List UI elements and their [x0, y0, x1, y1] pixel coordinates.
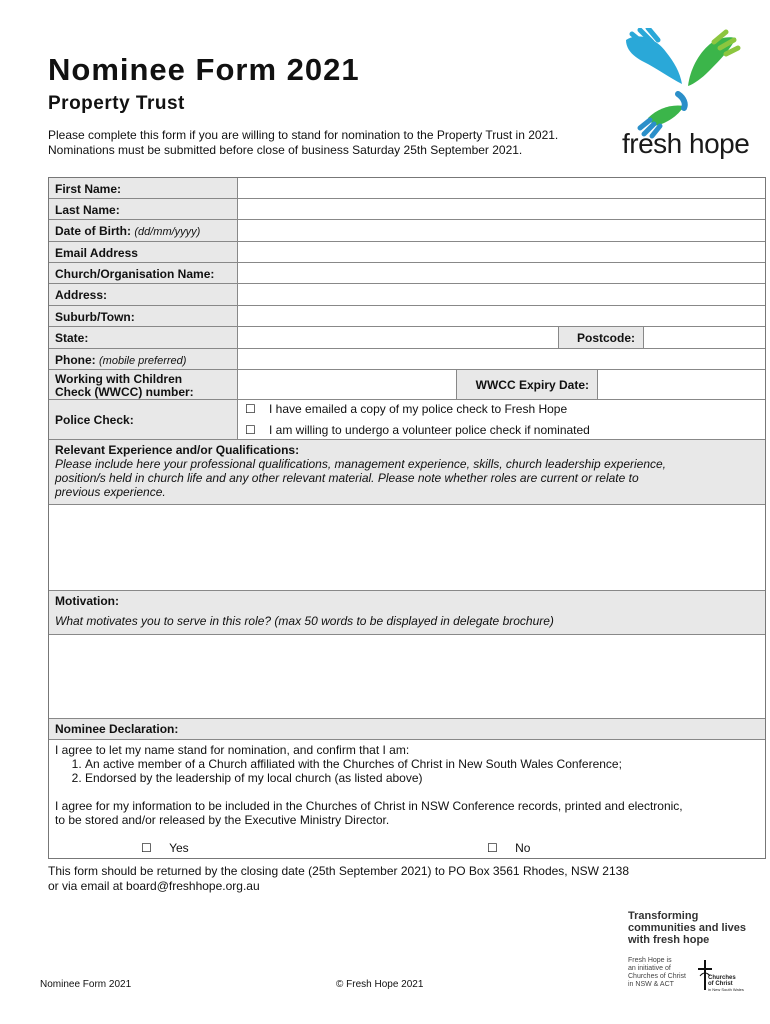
tagline-line: Transforming: [628, 910, 699, 922]
church-row: [49, 263, 765, 284]
nominee-form: [48, 177, 766, 859]
checkbox-icon[interactable]: ☐: [245, 423, 256, 437]
return-line: This form should be returned by the closing date (25th September 2021) to PO Box 3561 Rhodes, NSW 2138: [48, 864, 629, 878]
declaration-body: [49, 740, 765, 830]
churches-of-christ-logo-text: [708, 975, 744, 993]
dob-label-text: Date of Birth:: [55, 224, 131, 238]
declaration-item: 1. An active member of a Church affiliated with the Churches of Christ in New South Wales Conference;: [85, 757, 759, 771]
church-label: Church/Organisation Name:: [49, 263, 238, 283]
email-label: Email Address: [49, 242, 238, 262]
phone-label-text: Phone:: [55, 353, 96, 367]
yes-option[interactable]: [141, 841, 189, 855]
dob-row: [49, 220, 765, 242]
church-field[interactable]: [238, 263, 765, 283]
wwcc-label-line: Working with Children: [55, 372, 183, 386]
page-subtitle: Property Trust: [48, 93, 185, 114]
address-label: Address:: [49, 284, 238, 305]
intro-text: [48, 128, 628, 158]
police-label: Police Check:: [49, 400, 238, 439]
tagline-line: with fresh hope: [628, 934, 710, 946]
initiative-line: Fresh Hope is: [628, 957, 672, 964]
motivation-section-header: [49, 591, 765, 635]
checkbox-icon[interactable]: ☐: [487, 841, 498, 855]
no-label: No: [515, 841, 531, 855]
experience-field[interactable]: [49, 505, 765, 591]
suburb-label: Suburb/Town:: [49, 306, 238, 326]
last-name-label: Last Name:: [49, 199, 238, 219]
wwcc-expiry-label: WWCC Expiry Date:: [456, 370, 598, 399]
state-row: [49, 327, 765, 349]
phone-row: [49, 349, 765, 370]
police-option-label: I am willing to undergo a volunteer police check if nominated: [269, 423, 590, 437]
initiative-line: in NSW & ACT: [628, 981, 674, 988]
initiative-line: Churches of Christ: [628, 973, 686, 980]
suburb-field[interactable]: [238, 306, 765, 326]
initiative-line: an initiative of: [628, 965, 671, 972]
experience-heading: Relevant Experience and/or Qualifications:: [55, 443, 300, 457]
tagline: [628, 910, 746, 946]
last-name-row: [49, 199, 765, 220]
tagline-line: communities and lives: [628, 922, 746, 934]
dob-hint: (dd/mm/yyyy): [134, 226, 201, 238]
declaration-intro: I agree to let my name stand for nomination, and confirm that I am:: [55, 743, 410, 757]
coc-line: of Christ: [708, 981, 733, 987]
address-field[interactable]: [238, 284, 765, 305]
logo-wordmark: fresh hope: [622, 128, 750, 159]
declaration-heading: Nominee Declaration:: [55, 722, 179, 736]
wwcc-label-line: Check (WWCC) number:: [55, 385, 194, 399]
return-instructions: [48, 864, 629, 894]
email-field[interactable]: [238, 242, 765, 262]
dob-label: [49, 220, 238, 241]
postcode-field[interactable]: [644, 327, 765, 348]
police-option-emailed[interactable]: [245, 402, 567, 416]
first-name-row: [49, 178, 765, 199]
wwcc-label: [49, 370, 238, 399]
wwcc-row: [49, 370, 765, 400]
motivation-heading: Motivation:: [55, 594, 119, 608]
address-row: [49, 284, 765, 306]
experience-instructions-line: position/s held in church life and any other relevant material. Please note whether roles are current or relate to: [55, 471, 639, 485]
motivation-prompt: What motivates you to serve in this role? (max 50 words to be displayed in delegate brochure): [55, 614, 554, 628]
wwcc-number-field[interactable]: [238, 370, 456, 399]
experience-instructions: [55, 457, 759, 499]
intro-line: Please complete this form if you are willing to stand for nomination to the Property Trust in 2021.: [48, 128, 559, 142]
experience-section-header: [49, 440, 765, 505]
intro-line: Nominations must be submitted before close of business Saturday 25th September 2021.: [48, 143, 523, 157]
return-line: or via email at board@freshhope.org.au: [48, 879, 260, 893]
consent-line: I agree for my information to be included in the Churches of Christ in NSW Conference records, printed and electronic,: [55, 799, 683, 813]
footer-copyright: © Fresh Hope 2021: [336, 979, 424, 990]
email-row: [49, 242, 765, 263]
checkbox-icon[interactable]: ☐: [245, 402, 256, 416]
first-name-field[interactable]: [238, 178, 765, 198]
page-title: Nominee Form 2021: [48, 52, 360, 87]
phone-field[interactable]: [238, 349, 765, 369]
declaration-section-header: [49, 719, 765, 740]
experience-instructions-line: previous experience.: [55, 485, 166, 499]
no-option[interactable]: [487, 841, 530, 855]
coc-line: Churches: [708, 975, 736, 981]
suburb-row: [49, 306, 765, 327]
declaration-consent: [55, 799, 759, 827]
last-name-field[interactable]: [238, 199, 765, 219]
motivation-field[interactable]: [49, 635, 765, 719]
police-option-label: I have emailed a copy of my police check to Fresh Hope: [269, 402, 568, 416]
checkbox-icon[interactable]: ☐: [141, 841, 152, 855]
declaration-item: 2. Endorsed by the leadership of my local church (as listed above): [85, 771, 759, 785]
phone-hint: (mobile preferred): [99, 355, 187, 367]
postcode-label: Postcode:: [558, 327, 644, 348]
experience-instructions-line: Please include here your professional qualifications, management experience, skills, church leadership experience,: [55, 457, 667, 471]
yes-label: Yes: [169, 841, 189, 855]
dob-field[interactable]: [238, 220, 765, 241]
phone-label: [49, 349, 238, 369]
consent-line: to be stored and/or released by the Executive Ministry Director.: [55, 813, 390, 827]
footer-form-name: Nominee Form 2021: [40, 979, 132, 990]
police-option-volunteer[interactable]: [245, 423, 590, 437]
police-row: [49, 400, 765, 440]
wwcc-expiry-field[interactable]: [598, 370, 765, 399]
initiative-text: [628, 957, 686, 989]
state-field[interactable]: [238, 327, 558, 348]
state-label: State:: [49, 327, 238, 348]
coc-line: in New South Wales: [708, 987, 744, 992]
first-name-label: First Name:: [49, 178, 238, 198]
